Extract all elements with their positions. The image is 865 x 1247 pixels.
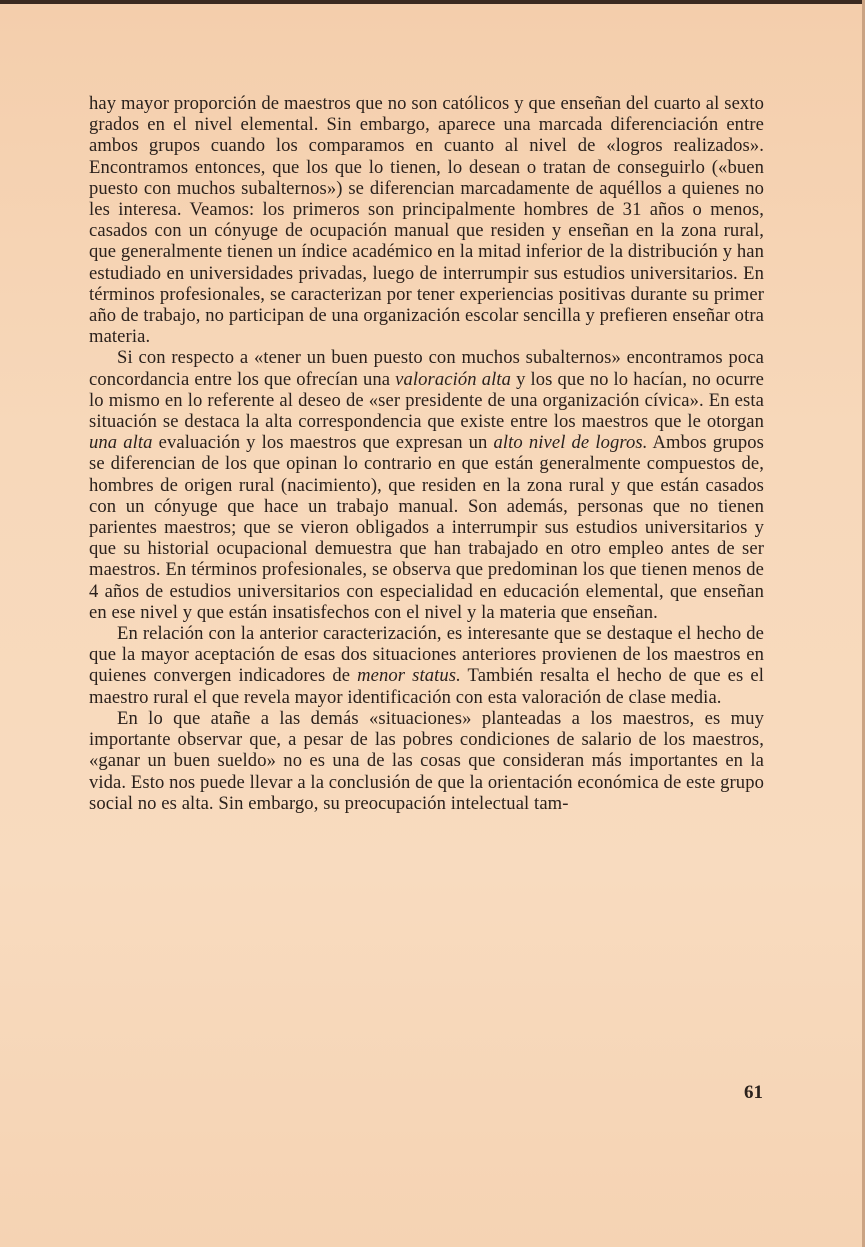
text-segment: Ambos grupos se diferencian de los que opinan lo contrario en que están generalmente compuestos de, hombres de origen rural (nacimiento), que residen en la zona rural y que están casados con un cónyuge que hace un trabajo manual. Son además, personas que no tienen parientes maestros; que se vieron obligados a interrumpir sus estudios universitarios y que su historial ocupacional demuestra que han trabajado en otro empleo antes de ser maestros. En términos profesionales, se observa que predominan los que tienen menos de 4 años de estudios universitarios con especialidad en educación elemental, que enseñan en ese nivel y que están insatisfechos con el nivel y la materia que enseñan. (89, 432, 764, 623)
text-segment: En lo que atañe a las demás «situaciones» planteadas a los maestros, es muy importante observar que, a pesar de las pobres condiciones de salario de los maestros, «ganar un buen sueldo» no es una de las cosas que consideran más importantes en la vida. Esto nos puede llevar a la conclusión de que la orientación económica de este grupo social no es alta. Sin embargo, su preocupación intelectual tam- (89, 707, 764, 814)
italic-term: valoración alta (395, 368, 512, 390)
top-edge-shadow (0, 0, 865, 4)
italic-term: alto nivel de logros. (493, 432, 648, 454)
text-segment: evaluación y los maestros que expresan un (152, 432, 494, 454)
body-text (89, 93, 764, 814)
italic-term: una alta (89, 432, 153, 454)
paragraph-4 (89, 708, 764, 814)
paragraph-1 (89, 93, 764, 347)
italic-term: menor status. (357, 665, 461, 687)
text-segment: hay mayor proporción de maestros que no son católicos y que enseñan del cuarto al sexto grados en el nivel elemental. Sin embargo, aparece una marcada diferenciación entre ambos grupos cuando los comparamos en cuanto al nivel de «logros realizados». Encontramos entonces, que los que lo tienen, lo desean o tratan de conseguirlo («buen puesto con muchos subalternos») se diferencian marcadamente de aquéllos a quienes no les interesa. Veamos: los primeros son principalmente hombres de 31 años o menos, casados con un cónyuge de ocupación manual que residen y enseñan en la zona rural, que generalmente tienen un índice académico en la mitad inferior de la distribución y han estudiado en universidades privadas, luego de interrumpir sus estudios universitarios. En términos profesionales, se caracterizan por tener experiencias positivas durante su primer año de trabajo, no participan de una organización escolar sencilla y prefieren enseñar otra materia. (89, 93, 764, 348)
paragraph-3 (89, 623, 764, 708)
text-segment: También resalta el hecho de que es el maestro rural el que revela mayor identificación con esta valoración de clase media. (89, 665, 765, 708)
text-segment: y los que no lo hacían, no ocurre lo mismo en lo referente al deseo de «ser presidente de una organización cívica». En esta situación se destaca la alta correspondencia que existe entre los maestros que le otorgan (89, 368, 765, 433)
paragraph-2 (89, 347, 764, 623)
text-segment: Si con respecto a «tener un buen puesto con muchos subalternos» encontramos poca concordancia entre los que ofrecían una (89, 347, 764, 390)
page-number: 61 (744, 1082, 763, 1103)
text-segment: En relación con la anterior caracterización, es interesante que se destaque el hecho de que la mayor aceptación de esas dos situaciones anteriores provienen de los maestros en quienes convergen indicadores de (89, 623, 764, 687)
